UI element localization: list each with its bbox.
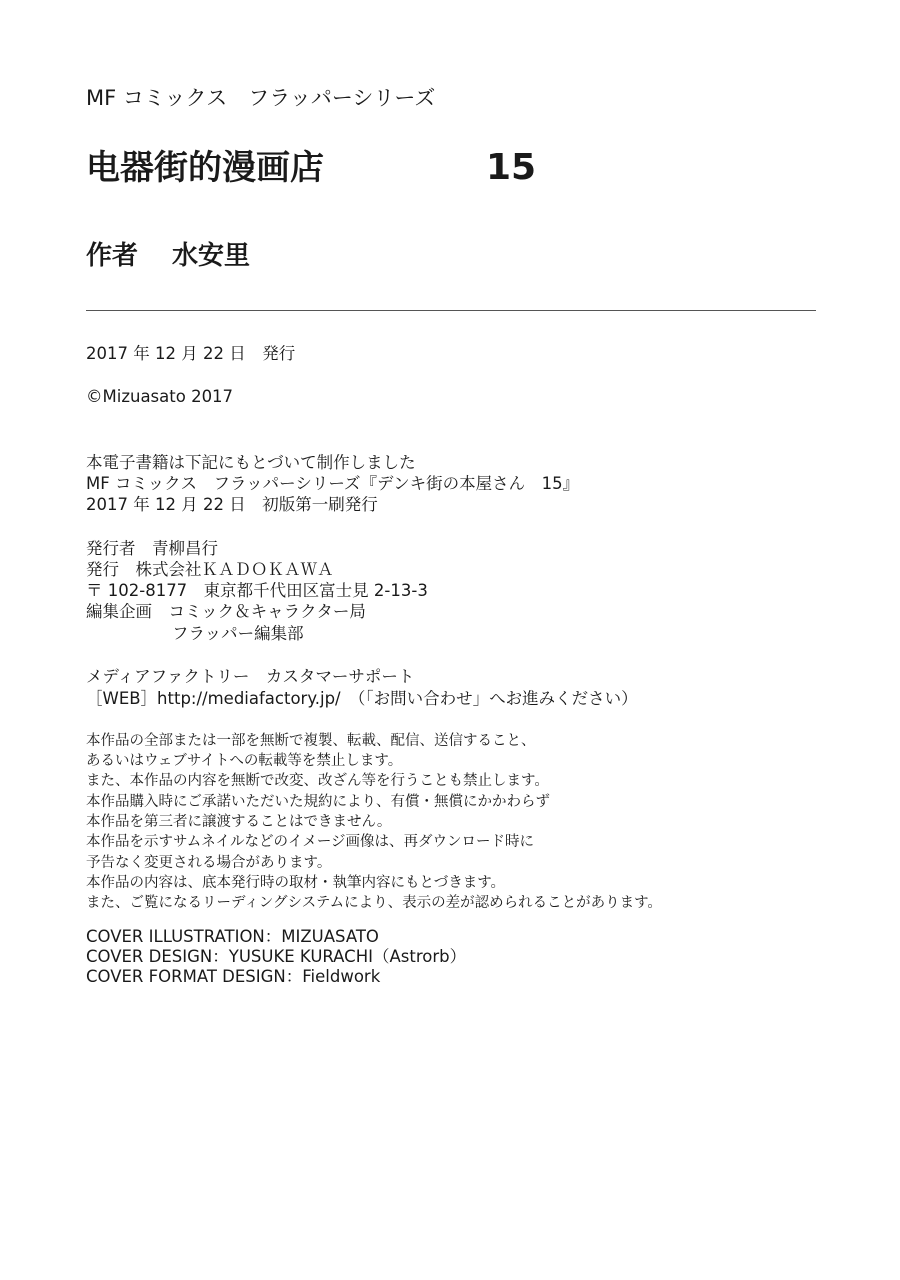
author-label: 作者 — [86, 241, 139, 271]
author-row — [86, 238, 250, 274]
author-name: 水安里 — [172, 241, 251, 271]
title-row — [86, 146, 324, 190]
issue-date: 2017 年 12 月 22 日 発行 — [86, 344, 296, 363]
credit-line: COVER DESIGN：YUSUKE KURACHI（Astrorb） — [86, 947, 467, 966]
notice-line: 本作品の内容は、底本発行時の取材・執筆内容にもとづきます。 — [86, 875, 506, 891]
publisher-line: 編集企画 コミック＆キャラクター局 — [86, 602, 366, 621]
publisher-line: 発行 株式会社ＫＡＤＯＫＡＷＡ — [86, 560, 334, 579]
notice-line: 本作品の全部または一部を無断で複製、転載、配信、送信すること、 — [86, 733, 536, 749]
copyright: ©Mizuasato 2017 — [86, 387, 234, 406]
credit-line: COVER FORMAT DESIGN：Fieldwork — [86, 967, 381, 986]
support-line: メディアファクトリー カスタマーサポート — [86, 667, 415, 686]
editorial-department: フラッパー編集部 — [172, 624, 304, 643]
series-name: MF コミックス フラッパーシリーズ — [86, 86, 436, 110]
source-edition-line: MF コミックス フラッパーシリーズ『デンキ街の本屋さん 15』 — [86, 474, 580, 493]
publisher-line: 発行者 青柳昌行 — [86, 539, 218, 558]
publisher-line: 〒 102-8177 東京都千代田区富士見 2-13-3 — [86, 581, 428, 600]
volume-number: 15 — [486, 147, 537, 188]
notice-line: あるいはウェブサイトへの転載等を禁止します。 — [86, 753, 403, 769]
source-edition-line: 2017 年 12 月 22 日 初版第一刷発行 — [86, 495, 378, 514]
notice-line: 予告なく変更される場合があります。 — [86, 855, 332, 871]
notice-line: また、ご覧になるリーディングシステムにより、表示の差が認められることがあります。 — [86, 895, 662, 911]
support-web-line: ［WEB］http://mediafactory.jp/ （「お問い合わせ」へお進みください） — [86, 689, 638, 708]
source-edition-line: 本電子書籍は下記にもとづいて制作しました — [86, 453, 416, 472]
credit-line: COVER ILLUSTRATION：MIZUASATO — [86, 927, 379, 946]
book-title: 电器街的漫画店 — [86, 148, 324, 188]
notice-line: また、本作品の内容を無断で改変、改ざん等を行うことも禁止します。 — [86, 773, 549, 789]
notice-line: 本作品を示すサムネイルなどのイメージ画像は、再ダウンロード時に — [86, 834, 535, 850]
notice-line: 本作品購入時にご承諾いただいた規約により、有償・無償にかかわらず — [86, 794, 550, 810]
divider — [86, 310, 816, 311]
notice-line: 本作品を第三者に譲渡することはできません。 — [86, 814, 392, 830]
